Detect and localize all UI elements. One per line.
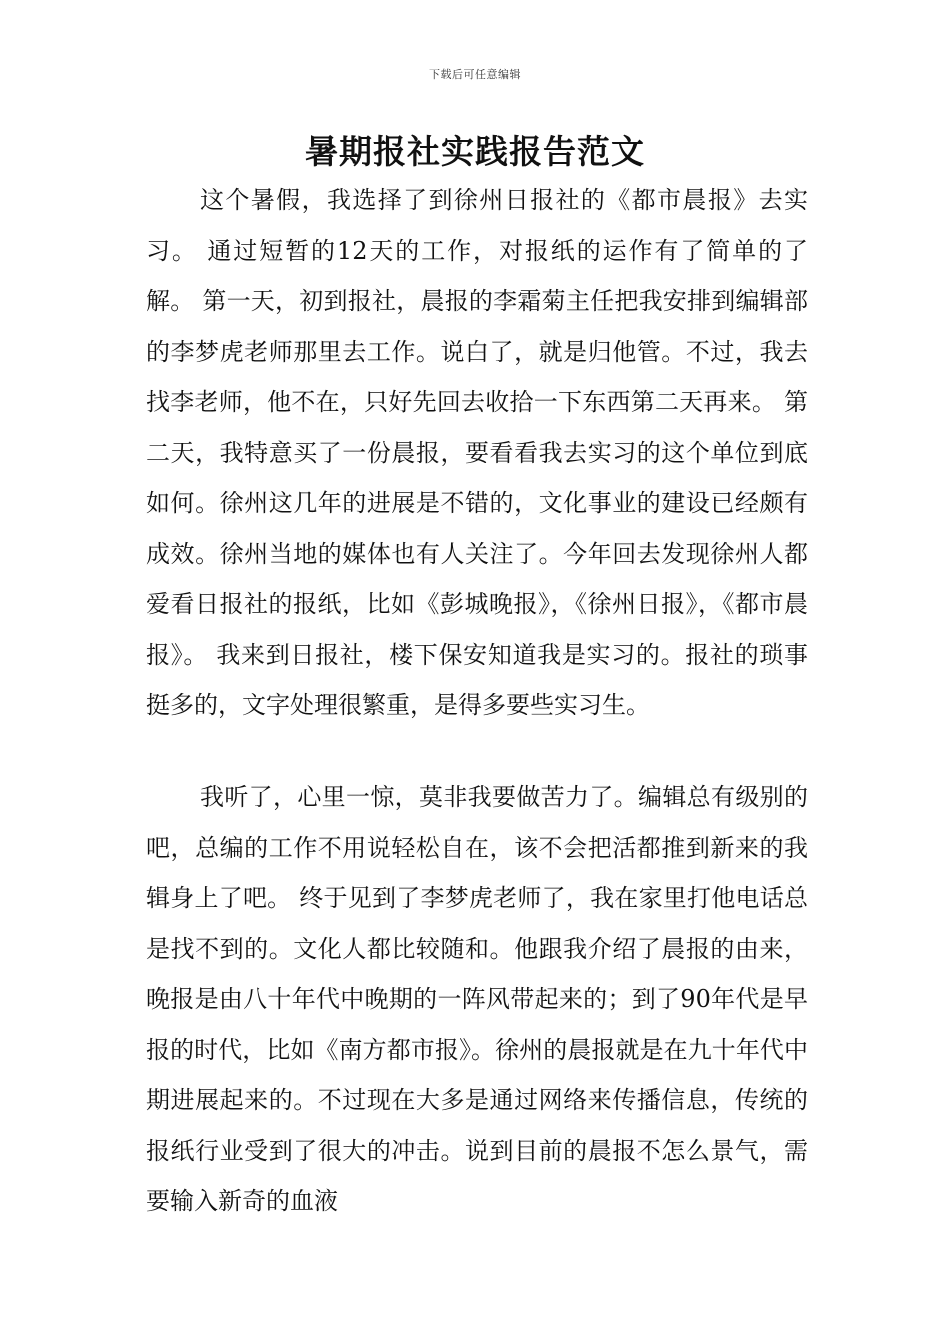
body-paragraph-1: 这个暑假，我选择了到徐州日报社的《都市晨报》去实习。 通过短暂的12天的工作，对报纸的运作有了简单的了解。 第一天，初到报社，晨报的李霜菊主任把我安排到编辑部的李梦虎老师那里去工作。说白了，就是归他管。不过，我去找李老师，他不在，只好先回去收拾一下东西第二天再来。 第二天，我特意买了一份晨报，要看看我去实习的这个单位到底如何。徐州这几年的进展是不错的，文化事业的建设已经颇有成效。徐州当地的媒体也有人关注了。今年回去发现徐州人都爱看日报社的报纸，比如《彭城晚报》，《徐州日报》，《都市晨报》。 我来到日报社，楼下保安知道我是实习的。报社的琐事挺多的，文字处理很繁重，是得多要些实习生。 <box>146 186 808 719</box>
header-note: 下载后可任意编辑 <box>429 68 521 81</box>
document-title: 暑期报社实践报告范文 <box>305 132 645 171</box>
body-paragraph-2: 我听了，心里一惊，莫非我要做苦力了。编辑总有级别的吧，总编的工作不用说轻松自在，该不会把活都推到新来的我辑身上了吧。 终于见到了李梦虎老师了，我在家里打他电话总是找不到的。文化人都比较随和。他跟我介绍了晨报的由来，晚报是由八十年代中晚期的一阵风带起来的；到了90年代是早报的时代，比如《南方都市报》。徐州的晨报就是在九十年代中期进展起来的。不过现在大多是通过网络来传播信息，传统的报纸行业受到了很大的冲击。说到目前的晨报不怎么景气，需要输入新奇的血液 <box>146 783 808 1215</box>
